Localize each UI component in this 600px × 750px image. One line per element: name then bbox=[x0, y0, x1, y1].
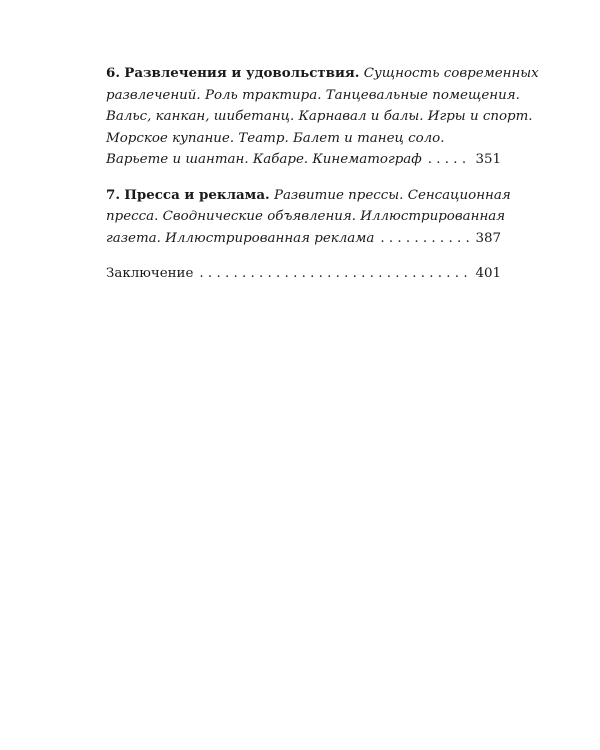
conclusion-label: Заключение bbox=[106, 266, 194, 281]
entry-number: 6. bbox=[106, 65, 120, 81]
entry-title: Пресса и реклама. bbox=[124, 186, 270, 203]
toc-entry-7 bbox=[106, 185, 511, 250]
entry-subtopics: Вальс, канкан, шибетанц. Карнавал и балы. Игры и спорт. bbox=[106, 109, 533, 124]
page-number: 401 bbox=[475, 266, 501, 281]
dot-leader bbox=[199, 263, 471, 285]
dot-leader bbox=[428, 149, 472, 171]
entry-number: 7. bbox=[106, 186, 120, 203]
toc-entry-first-line bbox=[106, 63, 539, 85]
entry-last-line bbox=[106, 228, 501, 250]
entry-title: Развлечения и удовольствия. bbox=[124, 65, 360, 81]
toc-entry-6 bbox=[106, 63, 539, 171]
toc-entry-first-line bbox=[106, 185, 511, 207]
entry-last-line bbox=[106, 263, 501, 285]
table-of-contents bbox=[106, 63, 539, 299]
entry-subtopics: Развитие прессы. Сенсационная bbox=[273, 187, 511, 203]
page-number: 351 bbox=[475, 152, 501, 167]
entry-subtopics: газета. Иллюстрированная реклама bbox=[106, 230, 375, 246]
page-number: 387 bbox=[475, 230, 501, 246]
entry-subtopics: Морское купание. Театр. Балет и танец соло. bbox=[106, 130, 445, 146]
toc-entry-conclusion bbox=[106, 263, 501, 285]
entry-subtopics: Сущность современных bbox=[363, 66, 539, 81]
entry-subtopics: пресса. Своднические объявления. Иллюстрированная bbox=[106, 209, 506, 224]
dot-leader bbox=[380, 228, 471, 250]
entry-subtopics: развлечений. Роль трактира. Танцевальные помещения. bbox=[106, 87, 520, 103]
entry-subtopics: Варьете и шантан. Кабаре. Кинематограф bbox=[106, 152, 422, 167]
entry-last-line bbox=[106, 149, 501, 171]
